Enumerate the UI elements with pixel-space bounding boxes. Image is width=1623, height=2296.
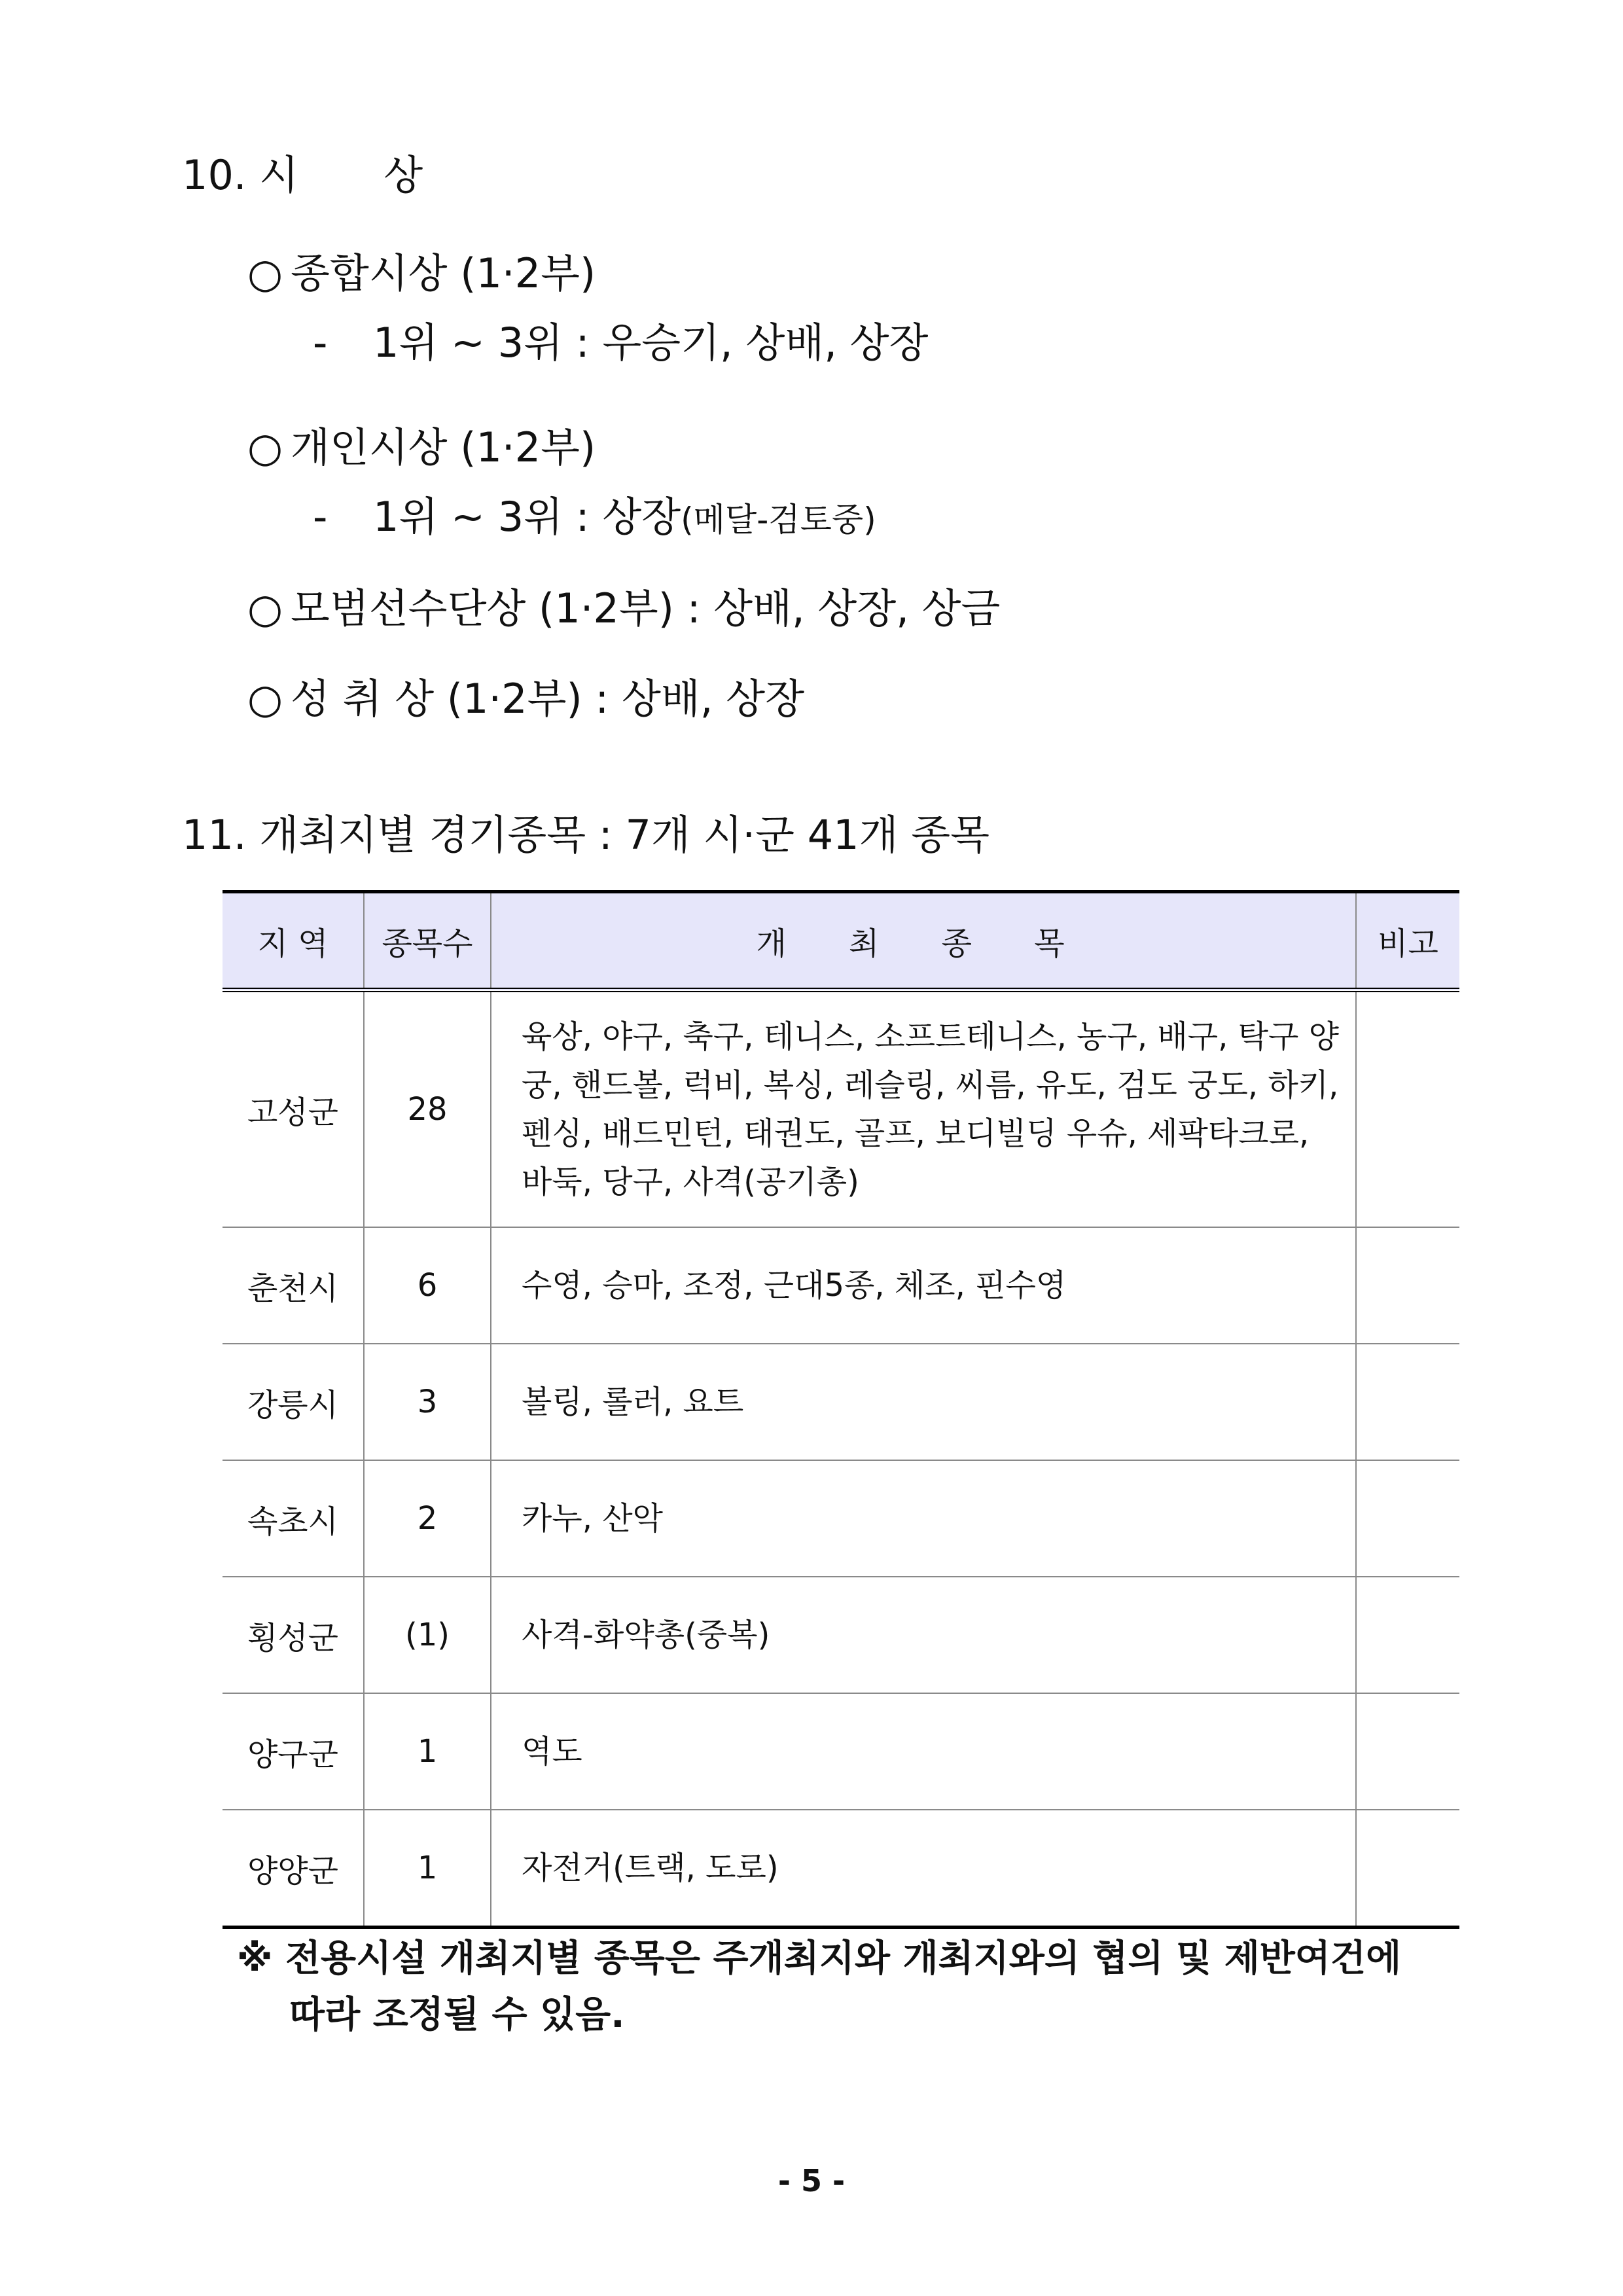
cell-count: 2 (364, 1460, 491, 1577)
cell-count: 3 (364, 1344, 491, 1460)
cell-region: 속초시 (223, 1460, 364, 1577)
cell-region: 고성군 (223, 990, 364, 1228)
award-item-model-team (247, 576, 1000, 634)
footnote (237, 1931, 1401, 2043)
table-row (223, 1577, 1459, 1693)
cell-note (1356, 1577, 1459, 1693)
cell-events: 육상, 야구, 축구, 테니스, 소프트테니스, 농구, 배구, 탁구 양궁, 핸드볼, 럭비, 복싱, 레슬링, 씨름, 유도, 검도 궁도, 하키, 펜싱, 배드민턴, 태권도, 골프, 보디빌딩 우슈, 세팍타크로, 바둑, 당구, 사격(공기총) (491, 990, 1356, 1228)
cell-count: 1 (364, 1693, 491, 1810)
circle-bullet-icon: ○ (247, 675, 283, 723)
award-item-detail (313, 484, 876, 543)
cell-region: 강릉시 (223, 1344, 364, 1460)
cell-note (1356, 1460, 1459, 1577)
award-detail-text: 1위 ~ 3위 : 상장 (373, 493, 681, 541)
table-row (223, 1460, 1459, 1577)
table-row (223, 1810, 1459, 1928)
cell-note (1356, 990, 1459, 1228)
page-number: - 5 - (777, 2163, 846, 2198)
cell-events: 볼링, 롤러, 요트 (491, 1344, 1356, 1460)
cell-events: 역도 (491, 1693, 1356, 1810)
circle-bullet-icon: ○ (247, 584, 283, 632)
section-10-heading-num: 10. 시 (182, 151, 299, 199)
table-header-row (223, 892, 1459, 990)
award-item-title: 성 취 상 (1·2부) : 상배, 상장 (291, 675, 804, 723)
cell-region: 횡성군 (223, 1577, 364, 1693)
cell-region: 춘천시 (223, 1227, 364, 1344)
award-item-title: 종합시상 (1·2부) (291, 249, 596, 297)
cell-count: 1 (364, 1810, 491, 1928)
award-item-overall (247, 241, 596, 299)
section-10-heading-tail: 상 (383, 151, 423, 199)
cell-region: 양양군 (223, 1810, 364, 1928)
cell-note (1356, 1693, 1459, 1810)
cell-count: (1) (364, 1577, 491, 1693)
table-row (223, 1227, 1459, 1344)
circle-bullet-icon: ○ (247, 423, 283, 471)
footnote-line-2: 따라 조정될 수 있음. (289, 1994, 625, 2036)
header-region: 지 역 (223, 892, 364, 990)
award-detail-text: 1위 ~ 3위 : 우승기, 상배, 상장 (373, 319, 929, 367)
cell-count: 28 (364, 990, 491, 1228)
circle-bullet-icon: ○ (247, 249, 283, 297)
header-count: 종목수 (364, 892, 491, 990)
award-detail-note: (메달-검토중) (681, 501, 876, 539)
award-item-title: 모범선수단상 (1·2부) : 상배, 상장, 상금 (291, 584, 1001, 632)
header-events: 개 최 종 목 (491, 892, 1356, 990)
venue-events-table (223, 890, 1459, 1929)
cell-events: 카누, 산악 (491, 1460, 1356, 1577)
award-item-title: 개인시상 (1·2부) (291, 423, 596, 471)
dash-bullet: - (313, 493, 328, 541)
dash-bullet: - (313, 319, 328, 367)
cell-events: 사격-화약총(중복) (491, 1577, 1356, 1693)
table-row (223, 1693, 1459, 1810)
cell-events: 수영, 승마, 조정, 근대5종, 체조, 핀수영 (491, 1227, 1356, 1344)
award-item-achievement (247, 666, 804, 725)
cell-note (1356, 1344, 1459, 1460)
cell-note (1356, 1227, 1459, 1344)
cell-note (1356, 1810, 1459, 1928)
cell-count: 6 (364, 1227, 491, 1344)
header-note: 비고 (1356, 892, 1459, 990)
section-10-heading (182, 143, 423, 201)
table-row (223, 990, 1459, 1228)
award-item-individual (247, 415, 596, 473)
award-item-detail (313, 310, 928, 368)
cell-region: 양구군 (223, 1693, 364, 1810)
table-row (223, 1344, 1459, 1460)
footnote-line-1: ※ 전용시설 개최지별 종목은 주개최지와 개최지와의 협의 및 제반여건에 (237, 1937, 1402, 1980)
section-11-heading: 11. 개최지별 경기종목 : 7개 시·군 41개 종목 (182, 811, 990, 859)
cell-events: 자전거(트랙, 도로) (491, 1810, 1356, 1928)
